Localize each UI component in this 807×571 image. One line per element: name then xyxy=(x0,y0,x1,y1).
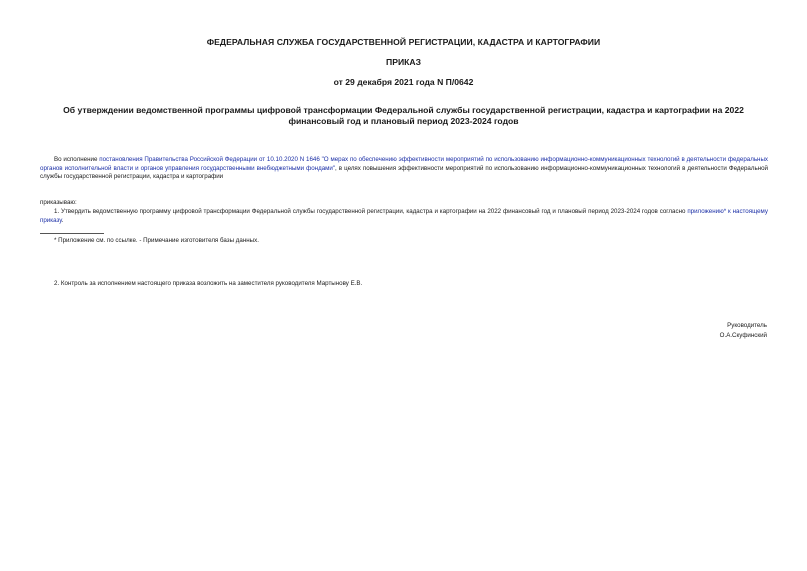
document-type: ПРИКАЗ xyxy=(386,57,421,67)
footnote-divider xyxy=(40,233,104,234)
footnote: * Приложение см. по ссылке. - Примечание изготовителя базы данных. xyxy=(54,237,259,244)
order-word: приказываю: xyxy=(40,199,77,206)
intro-prefix: Во исполнение xyxy=(54,156,100,163)
agency-name: ФЕДЕРАЛЬНАЯ СЛУЖБА ГОСУДАРСТВЕННОЙ РЕГИСТРАЦИИ, КАДАСТРА И КАРТОГРАФИИ xyxy=(206,37,601,47)
signatory-role: Руководитель xyxy=(727,322,767,329)
intro-paragraph xyxy=(40,156,768,182)
order-item-2: 2. Контроль за исполнением настоящего приказа возложить на заместителя руководителя Мартынову Е.В. xyxy=(54,280,363,287)
item1-end: . xyxy=(61,216,64,224)
document-title: Об утверждении ведомственной программы цифровой трансформации Федеральной службы государственной регистрации, кадастра и картографии на 2022 финансовый год и плановый период 2023-2024 годов xyxy=(63,105,744,126)
document-date-number: от 29 декабря 2021 года N П/0642 xyxy=(333,77,474,87)
intro-suffix: , в целях повышения эффективности мероприятий по использованию информационно-коммуникационных технологий в деятельности Федеральной службы государственной регистрации, кадастра и картографии xyxy=(40,164,769,181)
order-item-1 xyxy=(40,208,768,225)
signatory-name: О.А.Скуфинский xyxy=(719,332,767,339)
government-decree-link[interactable]: постановления Правительства Российской Федерации от 10.10.2020 N 1646 "О мерах по обеспечению эффективности мероприятий по использованию информационно-коммуникационных технологий в деятельности федеральных органов исполнительной власти и органов управления государственными внебюджетными фондами" xyxy=(40,156,768,172)
appendix-link[interactable]: приложению* к настоящему приказу xyxy=(40,208,768,224)
item1-text: 1. Утвердить ведомственную программу цифровой трансформации Федеральной службы государственной регистрации, кадастра и картографии на 2022 финансовый год и плановый период 2023-2024 годов согласно xyxy=(54,208,688,215)
